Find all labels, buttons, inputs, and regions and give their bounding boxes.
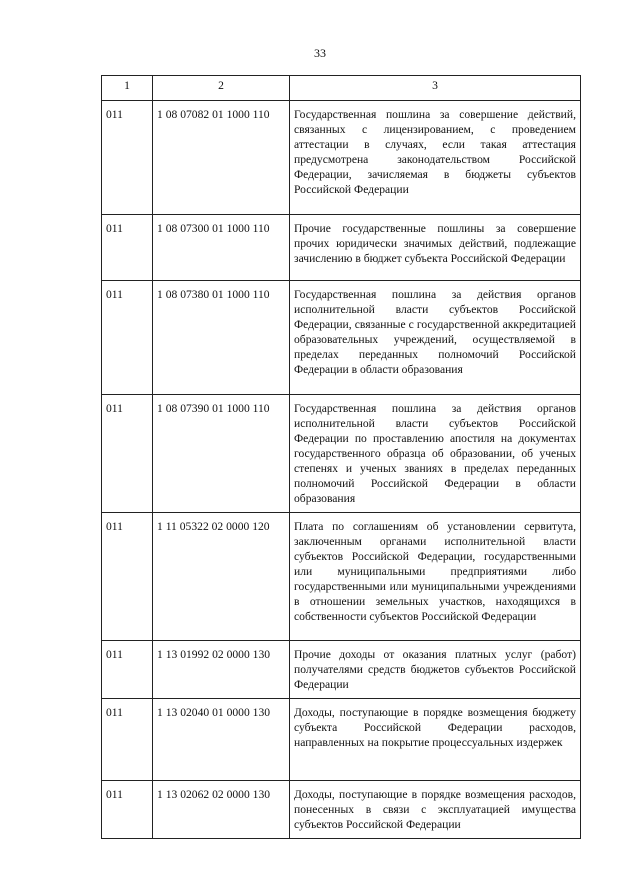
table-row [102, 699, 581, 781]
revenue-code-cell: 1 08 07082 01 1000 110 [153, 101, 290, 215]
admin-code-cell: 011 [102, 699, 153, 781]
admin-code-cell: 011 [102, 215, 153, 281]
admin-code-cell: 011 [102, 101, 153, 215]
admin-code-cell: 011 [102, 281, 153, 395]
revenue-code-cell: 1 08 07300 01 1000 110 [153, 215, 290, 281]
table-row [102, 215, 581, 281]
page-number: 33 [314, 46, 326, 60]
table-row [102, 395, 581, 513]
table-row [102, 513, 581, 641]
table-row [102, 101, 581, 215]
table-row [102, 781, 581, 839]
description-cell: Плата по соглашениям об установлении сервитута, заключенным органами исполнительной власти субъектов Российской Федерации, государственными или муниципальными предприятиями либо государственными или муниципальными учреждениями в отношении земельных участков, находящихся в собственности субъектов Российской Федерации [290, 513, 581, 641]
header-cell-1: 1 [102, 76, 153, 101]
revenue-code-cell: 1 08 07390 01 1000 110 [153, 395, 290, 513]
table-row [102, 281, 581, 395]
description-cell: Государственная пошлина за действия органов исполнительной власти субъектов Российской Федерации, связанные с государственной аккредитацией образовательных учреждений, осуществляемой в пределах переданных полномочий Российской Федерации в области образования [290, 281, 581, 395]
revenue-codes-table [101, 75, 581, 839]
revenue-code-cell: 1 11 05322 02 0000 120 [153, 513, 290, 641]
admin-code-cell: 011 [102, 513, 153, 641]
admin-code-cell: 011 [102, 781, 153, 839]
header-cell-2: 2 [153, 76, 290, 101]
description-cell: Государственная пошлина за действия органов исполнительной власти субъектов Российской Федерации по проставлению апостиля на документах государственного образца об образовании, об ученых степенях и ученых званиях в пределах переданных полномочий Российской Федерации в области образования [290, 395, 581, 513]
header-cell-3: 3 [290, 76, 581, 101]
revenue-code-cell: 1 08 07380 01 1000 110 [153, 281, 290, 395]
revenue-code-cell: 1 13 02062 02 0000 130 [153, 781, 290, 839]
header-row [102, 76, 581, 101]
revenue-code-cell: 1 13 02040 01 0000 130 [153, 699, 290, 781]
description-cell: Прочие доходы от оказания платных услуг (работ) получателями средств бюджетов субъектов Российской Федерации [290, 641, 581, 699]
admin-code-cell: 011 [102, 641, 153, 699]
description-cell: Прочие государственные пошлины за совершение прочих юридически значимых действий, подлежащие зачислению в бюджет субъекта Российской Федерации [290, 215, 581, 281]
revenue-code-cell: 1 13 01992 02 0000 130 [153, 641, 290, 699]
admin-code-cell: 011 [102, 395, 153, 513]
table-row [102, 641, 581, 699]
description-cell: Доходы, поступающие в порядке возмещения бюджету субъекта Российской Федерации расходов, направленных на покрытие процессуальных издержек [290, 699, 581, 781]
description-cell: Доходы, поступающие в порядке возмещения расходов, понесенных в связи с эксплуатацией имущества субъектов Российской Федерации [290, 781, 581, 839]
description-cell: Государственная пошлина за совершение действий, связанных с лицензированием, с проведением аттестации в случаях, если такая аттестация предусмотрена законодательством Российской Федерации, зачисляемая в бюджеты субъектов Российской Федерации [290, 101, 581, 215]
